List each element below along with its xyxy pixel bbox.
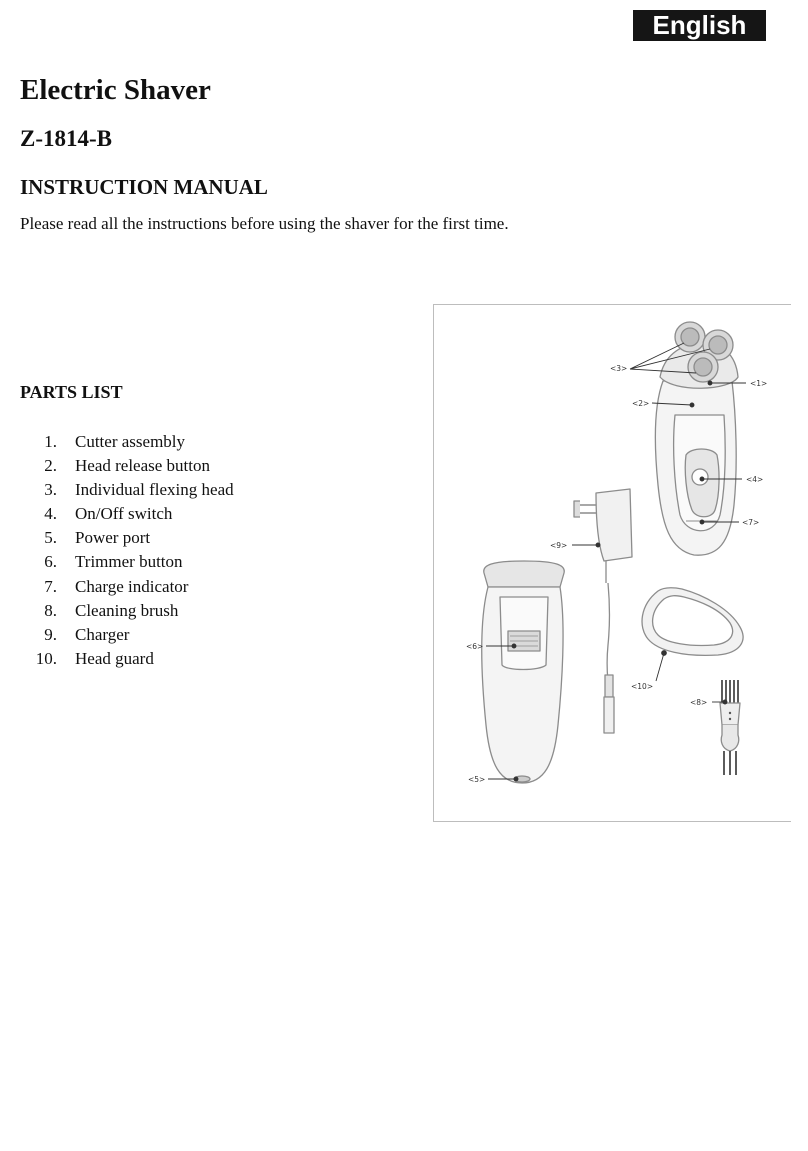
item-number: 7. bbox=[44, 576, 57, 596]
item-label: Charge indicator bbox=[75, 576, 189, 596]
list-item bbox=[0, 647, 400, 671]
charger-illustration bbox=[574, 489, 632, 733]
callout-8: <8> bbox=[690, 698, 708, 707]
item-label: Trimmer button bbox=[75, 552, 183, 572]
model-number: Z-1814-B bbox=[20, 126, 112, 151]
item-number: 2. bbox=[44, 456, 57, 476]
cleaning-brush-illustration bbox=[720, 680, 740, 775]
item-label: Cleaning brush bbox=[75, 600, 179, 620]
item-number: 9. bbox=[44, 624, 57, 644]
list-item bbox=[0, 550, 400, 574]
callout-10: <10> bbox=[631, 682, 654, 691]
item-label: Head guard bbox=[75, 648, 154, 668]
list-item bbox=[0, 454, 400, 478]
parts-list-heading: PARTS LIST bbox=[20, 382, 123, 402]
item-number: 1. bbox=[44, 432, 57, 451]
item-label: Power port bbox=[75, 528, 151, 548]
item-number: 10. bbox=[35, 648, 57, 668]
callout-2: <2> bbox=[632, 399, 650, 408]
callout-5: <5> bbox=[468, 775, 486, 784]
item-label: On/Off switch bbox=[75, 504, 173, 524]
shaver-front-illustration bbox=[655, 322, 738, 555]
list-item bbox=[0, 623, 400, 647]
item-number: 3. bbox=[44, 480, 57, 500]
manual-heading: INSTRUCTION MANUAL bbox=[20, 175, 268, 199]
list-item bbox=[0, 526, 400, 550]
item-label: Cutter assembly bbox=[75, 432, 186, 451]
item-number: 8. bbox=[44, 600, 57, 620]
parts-diagram bbox=[433, 304, 791, 822]
item-label: Individual flexing head bbox=[75, 480, 234, 500]
parts-list bbox=[0, 430, 400, 671]
list-item bbox=[0, 478, 400, 502]
item-label: Head release button bbox=[75, 456, 210, 476]
document-title: Electric Shaver bbox=[20, 74, 211, 106]
item-number: 6. bbox=[44, 552, 57, 572]
shaver-parts-illustration bbox=[434, 305, 791, 821]
callout-3: <3> bbox=[610, 364, 628, 373]
list-item bbox=[0, 430, 400, 454]
intro-text: Please read all the instructions before using the shaver for the first time. bbox=[20, 214, 509, 233]
language-badge: English bbox=[633, 10, 766, 41]
item-label: Charger bbox=[75, 624, 130, 644]
list-item bbox=[0, 599, 400, 623]
callout-4: <4> bbox=[746, 475, 764, 484]
callout-7: <7> bbox=[742, 518, 760, 527]
item-number: 4. bbox=[44, 504, 57, 524]
list-item bbox=[0, 502, 400, 526]
list-item bbox=[0, 575, 400, 599]
shaver-back-illustration bbox=[482, 561, 565, 783]
callout-9: <9> bbox=[550, 541, 568, 550]
callout-6: <6> bbox=[466, 642, 484, 651]
callout-1: <1> bbox=[750, 379, 768, 388]
head-guard-illustration bbox=[642, 588, 743, 656]
item-number: 5. bbox=[44, 528, 57, 548]
